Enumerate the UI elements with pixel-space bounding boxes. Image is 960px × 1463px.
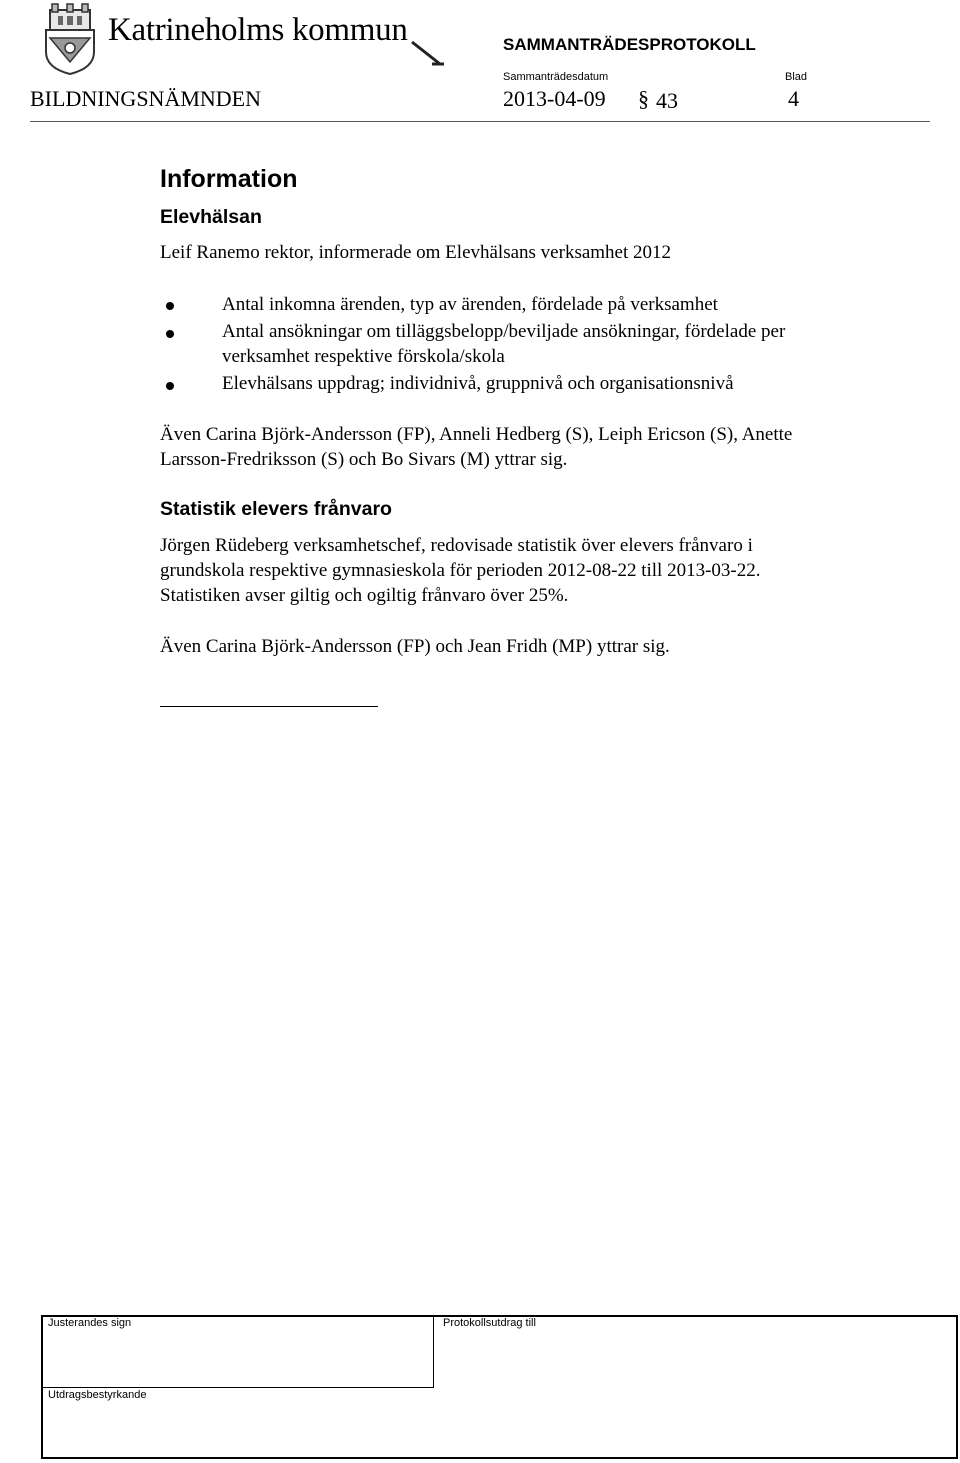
- page-heading: Information: [160, 165, 298, 193]
- bullet-icon: [166, 330, 174, 338]
- paragraph: Statistiken avser giltig och ogiltig frånvaro över 25%.: [160, 585, 569, 606]
- paragraph: grundskola respektive gymnasieskola för perioden 2012-08-22 till 2013-03-22.: [160, 560, 761, 581]
- section-symbol: §: [638, 86, 649, 111]
- board-name: BILDNINGSNÄMNDEN: [30, 86, 261, 111]
- adjuster-sign-label: Justerandes sign: [48, 1317, 132, 1329]
- section-heading-elevhalsan: Elevhälsan: [160, 206, 262, 228]
- signature-box-divider: [41, 1387, 434, 1388]
- section-number: 43: [656, 88, 678, 113]
- extract-certification-label: Utdragsbestyrkande: [48, 1389, 147, 1401]
- section-heading-statistik: Statistik elevers frånvaro: [160, 498, 392, 520]
- paragraph: Jörgen Rüdeberg verksamhetschef, redovisade statistik över elevers frånvaro i: [160, 535, 753, 556]
- paragraph: Larsson-Fredriksson (S) och Bo Sivars (M) yttrar sig.: [160, 449, 568, 470]
- municipality-logo-text: Katrineholms kommun: [108, 12, 408, 48]
- extract-to-label: Protokollsutdrag till: [443, 1317, 536, 1329]
- page-label: Blad: [785, 71, 808, 83]
- protocol-title: SAMMANTRÄDESPROTOKOLL: [503, 35, 756, 54]
- list-item-continuation: verksamhet respektive förskola/skola: [222, 346, 505, 367]
- paragraph: Även Carina Björk-Andersson (FP) och Jean Fridh (MP) yttrar sig.: [160, 636, 670, 657]
- end-of-section-rule: [160, 706, 378, 707]
- list-item: Antal ansökningar om tilläggsbelopp/beviljade ansökningar, fördelade per: [222, 321, 786, 342]
- list-item: Elevhälsans uppdrag; individnivå, gruppnivå och organisationsnivå: [222, 373, 734, 394]
- signature-box-divider: [433, 1315, 434, 1387]
- bullet-icon: [166, 302, 174, 310]
- header-divider: [30, 121, 930, 122]
- municipal-crest-icon: [38, 2, 102, 76]
- paragraph: Leif Ranemo rektor, informerade om Elevhälsans verksamhet 2012: [160, 242, 672, 263]
- meeting-date: 2013-04-09: [503, 86, 606, 111]
- meeting-date-label: Sammanträdesdatum: [503, 71, 609, 83]
- paragraph: Även Carina Björk-Andersson (FP), Anneli Hedberg (S), Leiph Ericson (S), Anette: [160, 424, 793, 445]
- page-number: 4: [788, 86, 799, 111]
- logo-swoosh-icon: [410, 38, 446, 66]
- bullet-icon: [166, 382, 174, 390]
- list-item: Antal inkomna ärenden, typ av ärenden, fördelade på verksamhet: [222, 294, 718, 315]
